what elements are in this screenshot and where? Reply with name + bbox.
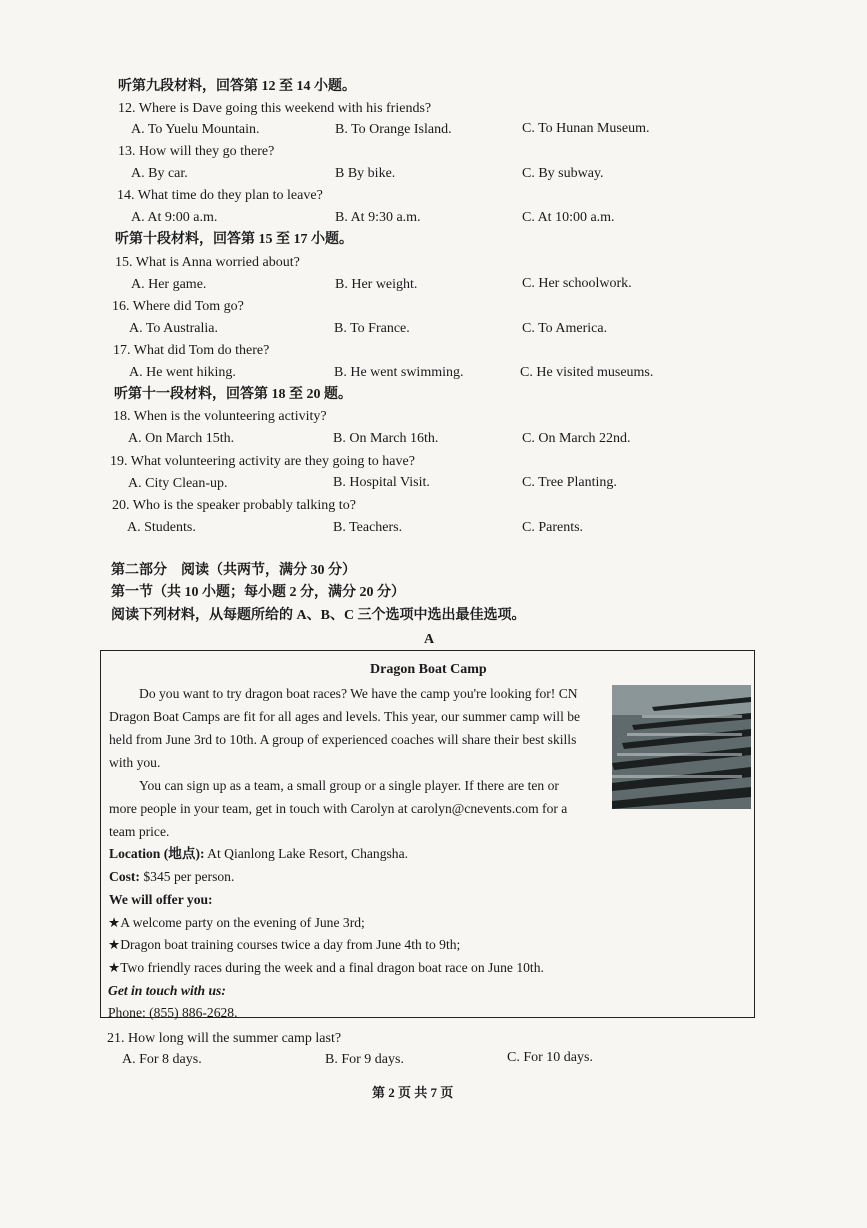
ad-p1-line3: held from June 3rd to 10th. A group of experienced coaches will share their best skills [109, 732, 577, 747]
offer-item-1 [108, 912, 365, 935]
ad-p2-line3: team price. [109, 824, 170, 839]
offer-label: We will offer you: [109, 892, 213, 907]
option-12a[interactable]: A. To Yuelu Mountain. [131, 122, 260, 137]
option-18b[interactable]: B. On March 16th. [333, 431, 439, 446]
offer-text-3: Two friendly races during the week and a final dragon boat race on June 10th. [120, 960, 544, 975]
option-14b[interactable]: B. At 9:30 a.m. [335, 210, 421, 225]
option-21c[interactable]: C. For 10 days. [507, 1050, 593, 1065]
contact-phone: Phone: (855) 886-2628. [108, 1005, 238, 1020]
ad-title: Dragon Boat Camp [370, 662, 487, 677]
ad-p1-line2: Dragon Boat Camps are fit for all ages and levels. This year, our summer camp will be [109, 709, 581, 724]
ad-cost [109, 866, 234, 889]
option-14a[interactable]: A. At 9:00 a.m. [131, 210, 218, 225]
contact-label: Get in touch with us: [108, 983, 226, 998]
ad-p1-line1: Do you want to try dragon boat races? We have the camp you're looking for! CN [139, 686, 578, 701]
option-16b[interactable]: B. To France. [334, 321, 410, 336]
star-icon: ★ [108, 915, 121, 930]
option-14c[interactable]: C. At 10:00 a.m. [522, 210, 615, 225]
option-21b[interactable]: B. For 9 days. [325, 1052, 404, 1067]
cost-value: $345 per person. [139, 869, 235, 884]
page-number: 第 2 页 共 7 页 [372, 1085, 454, 1100]
option-17b[interactable]: B. He went swimming. [334, 365, 464, 380]
option-12c[interactable]: C. To Hunan Museum. [522, 121, 650, 136]
question-16: 16. Where did Tom go? [112, 299, 244, 314]
option-19c[interactable]: C. Tree Planting. [522, 475, 617, 490]
option-15c[interactable]: C. Her schoolwork. [522, 276, 632, 291]
dragon-boat-image [612, 685, 751, 809]
ad-p2-line1: You can sign up as a team, a small group or a single player. If there are ten or [139, 778, 559, 793]
ad-p1-line4: with you. [109, 755, 161, 770]
part-title: 第二部分 阅读（共两节，满分 30 分） [111, 563, 356, 578]
option-19a[interactable]: A. City Clean-up. [128, 476, 228, 491]
dragon-boat-photo [612, 685, 751, 809]
section-header-9: 听第九段材料，回答第 12 至 14 小题。 [118, 79, 356, 94]
option-15b[interactable]: B. Her weight. [335, 277, 418, 292]
option-13a[interactable]: A. By car. [131, 166, 188, 181]
offer-item-3 [108, 957, 544, 980]
option-20c[interactable]: C. Parents. [522, 520, 584, 535]
option-15a[interactable]: A. Her game. [131, 277, 207, 292]
option-16a[interactable]: A. To Australia. [129, 321, 218, 336]
option-18a[interactable]: A. On March 15th. [128, 431, 235, 446]
question-20: 20. Who is the speaker probably talking to? [112, 498, 356, 513]
ad-p2-line2: more people in your team, get in touch with Carolyn at carolyn@cnevents.com for a [109, 801, 568, 816]
option-13b[interactable]: B By bike. [335, 166, 396, 181]
question-13: 13. How will they go there? [118, 144, 275, 159]
passage-letter: A [424, 632, 435, 647]
question-21: 21. How long will the summer camp last? [107, 1031, 342, 1046]
question-17: 17. What did Tom do there? [113, 343, 270, 358]
offer-text-2: Dragon boat training courses twice a day from June 4th to 9th; [120, 937, 461, 952]
star-icon: ★ [108, 937, 121, 952]
star-icon: ★ [108, 960, 121, 975]
option-21a[interactable]: A. For 8 days. [122, 1052, 202, 1067]
question-19: 19. What volunteering activity are they going to have? [110, 454, 415, 469]
option-12b[interactable]: B. To Orange Island. [335, 122, 452, 137]
ad-location [109, 843, 408, 866]
question-18: 18. When is the volunteering activity? [113, 409, 327, 424]
option-18c[interactable]: C. On March 22nd. [522, 431, 631, 446]
section-header-11: 听第十一段材料，回答第 18 至 20 题。 [114, 387, 352, 402]
question-14: 14. What time do they plan to leave? [117, 188, 323, 203]
location-label: Location (地点): [109, 846, 205, 861]
section-header-10: 听第十段材料，回答第 15 至 17 小题。 [115, 232, 353, 247]
option-19b[interactable]: B. Hospital Visit. [333, 475, 430, 490]
location-value: At Qianlong Lake Resort, Changsha. [204, 846, 409, 861]
option-17c[interactable]: C. He visited museums. [520, 365, 654, 380]
question-15: 15. What is Anna worried about? [115, 255, 300, 270]
offer-text-1: A welcome party on the evening of June 3rd; [120, 915, 365, 930]
offer-item-2 [108, 934, 460, 957]
cost-label: Cost: [109, 869, 140, 884]
option-16c[interactable]: C. To America. [522, 321, 608, 336]
option-20a[interactable]: A. Students. [127, 520, 196, 535]
option-13c[interactable]: C. By subway. [522, 166, 604, 181]
option-20b[interactable]: B. Teachers. [333, 520, 403, 535]
instruction: 阅读下列材料，从每题所给的 A、B、C 三个选项中选出最佳选项。 [111, 608, 526, 623]
question-12: 12. Where is Dave going this weekend with his friends? [118, 101, 432, 116]
section-title: 第一节（共 10 小题；每小题 2 分，满分 20 分） [111, 585, 405, 600]
option-17a[interactable]: A. He went hiking. [129, 365, 236, 380]
